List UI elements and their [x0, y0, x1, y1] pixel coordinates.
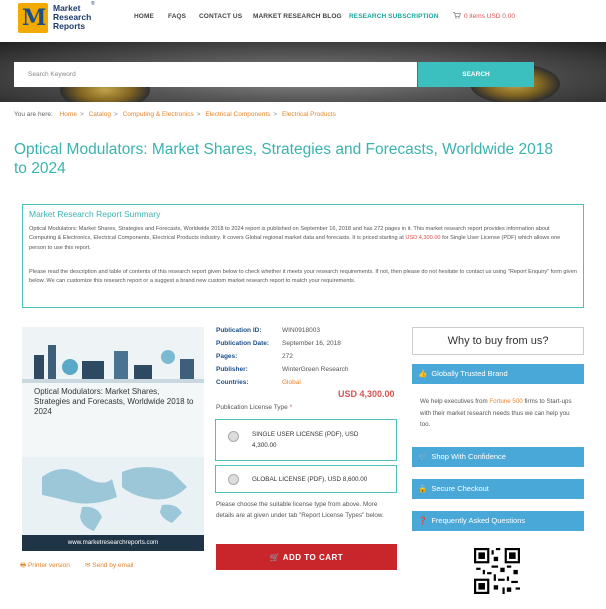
header	[0, 0, 606, 42]
cover-caption: Optical Modulators: Market Shares, Strategies and Forecasts, Worldwide 2018 to 2024	[34, 387, 194, 416]
meta-value-countries[interactable]: Global	[282, 379, 301, 386]
meta-label-countries: Countries:	[216, 379, 249, 386]
summary-paragraph-2: Please read the description and table of contents of this research report given below to check whether it meets your research requirements. If not, then please do not hesitate to contact us using "Report Enquiry" form given below. We can customize this research report or a suggest a brand new custom market research report to match your requirements.	[29, 269, 577, 285]
single-license-radio[interactable]	[228, 431, 239, 442]
meta-value-pages: 272	[282, 353, 293, 360]
printer-version-link[interactable]: 🖶 Printer version	[20, 562, 70, 569]
question-icon: ❓	[418, 516, 428, 525]
report-price: USD 4,300.00	[338, 389, 395, 399]
logo-registered-mark: ®	[91, 1, 95, 7]
nav-home[interactable]: HOME	[134, 13, 154, 20]
global-license-label: GLOBAL LICENSE (PDF), USD 8,600.00	[252, 476, 368, 483]
license-type-label: Publication License Type *	[216, 404, 293, 411]
license-option-single[interactable]	[215, 419, 397, 461]
breadcrumb-separator: >	[273, 111, 278, 118]
cover-illustration-top	[22, 327, 204, 383]
cover-url: www.marketresearchreports.com	[22, 535, 204, 551]
logo[interactable]	[18, 3, 48, 33]
cover-world-map	[22, 457, 204, 535]
nav-research-subscription[interactable]: RESEARCH SUBSCRIPTION	[349, 13, 439, 20]
nav-contact[interactable]: CONTACT US	[199, 13, 243, 20]
shop-with-confidence-tab[interactable]: 🛒 Shop With Confidence	[412, 447, 584, 467]
secure-checkout-tab[interactable]: 🔒 Secure Checkout	[412, 479, 584, 499]
single-license-label: SINGLE USER LICENSE (PDF), USD 4,300.00	[252, 431, 359, 449]
cart-summary[interactable]: 0 items USD 0.00	[464, 13, 515, 20]
license-option-global[interactable]	[215, 465, 397, 493]
cart-icon[interactable]	[453, 12, 461, 19]
product-cover-image	[22, 327, 204, 551]
report-summary	[22, 204, 584, 308]
nav-faqs[interactable]: FAQS	[168, 13, 187, 20]
global-license-radio[interactable]	[228, 474, 239, 485]
search-input[interactable]	[14, 62, 417, 87]
faq-tab[interactable]: ❓ Frequently Asked Questions	[412, 511, 584, 531]
logo-line-2: Research	[53, 12, 92, 22]
logo-text[interactable]	[53, 4, 91, 31]
globally-trusted-brand-tab[interactable]: 👍 Globally Trusted Brand	[412, 364, 584, 384]
summary-heading: Market Research Report Summary	[29, 209, 161, 219]
meta-label-pages: Pages:	[216, 353, 238, 360]
meta-value-publication-id: WIN0918003	[282, 327, 320, 334]
why-buy-heading: Why to buy from us?	[412, 327, 584, 355]
summary-price: USD 4,300.00	[405, 235, 441, 242]
meta-value-publication-date: September 16, 2018	[282, 340, 341, 347]
logo-line-1: Market	[53, 3, 81, 13]
lock-icon: 🔒	[418, 484, 428, 493]
meta-label-publication-id: Publication ID:	[216, 327, 262, 334]
breadcrumb-separator: >	[113, 111, 118, 118]
breadcrumb-separator: >	[196, 111, 201, 118]
summary-paragraph-1: Optical Modulators: Market Shares, Strategies and Forecasts, Worldwide 2018 to 2024 report is published on September 16, 2018 and has 272 pages in it. This market research report provides information about Computing & Electronics, Electrical Components, Electrical Products industry. It covers Global regional market data and forecasts. It is priced starting at USD 4,300.00 for Single User License (PDF) which allows one person to use this report.	[29, 226, 561, 251]
logo-mark: M	[22, 5, 47, 31]
add-to-cart-button[interactable]: 🛒 ADD TO CART	[216, 544, 397, 570]
breadcrumb-electrical-products[interactable]: Electrical Products	[282, 111, 336, 118]
logo-line-3: Reports	[53, 21, 86, 31]
page-title: Optical Modulators: Market Shares, Strategies and Forecasts, Worldwide 2018 to 2024	[14, 141, 554, 177]
cart-icon: 🛒	[269, 552, 283, 562]
meta-value-publisher: WinterGreen Research	[282, 366, 349, 373]
thumbs-up-icon: 👍	[418, 369, 428, 378]
breadcrumb-electrical-components[interactable]: Electrical Components	[205, 111, 271, 118]
trusted-brand-text: We help executives from Fortune 500 firms to Start-ups with their market research needs thus we can help you too.	[420, 398, 572, 428]
send-email-link[interactable]: ✉ Send by email	[85, 562, 134, 569]
meta-label-publication-date: Publication Date:	[216, 340, 270, 347]
license-note: Please choose the suitable license type from above. More details are at given under tab "Report License Types" below.	[216, 501, 384, 519]
search-button[interactable]: SEARCH	[418, 62, 534, 87]
breadcrumb-computing[interactable]: Computing & Electronics	[122, 111, 194, 118]
nav-blog[interactable]: MARKET RESEARCH BLOG	[253, 13, 342, 20]
breadcrumb-catalog[interactable]: Catalog	[88, 111, 111, 118]
qr-code	[474, 548, 520, 594]
breadcrumb	[14, 111, 336, 118]
meta-label-publisher: Publisher:	[216, 366, 248, 373]
breadcrumb-prefix: You are here:	[14, 111, 53, 118]
breadcrumb-home[interactable]: Home	[59, 111, 77, 118]
cart-icon: 🛒	[418, 452, 428, 461]
breadcrumb-separator: >	[79, 111, 84, 118]
